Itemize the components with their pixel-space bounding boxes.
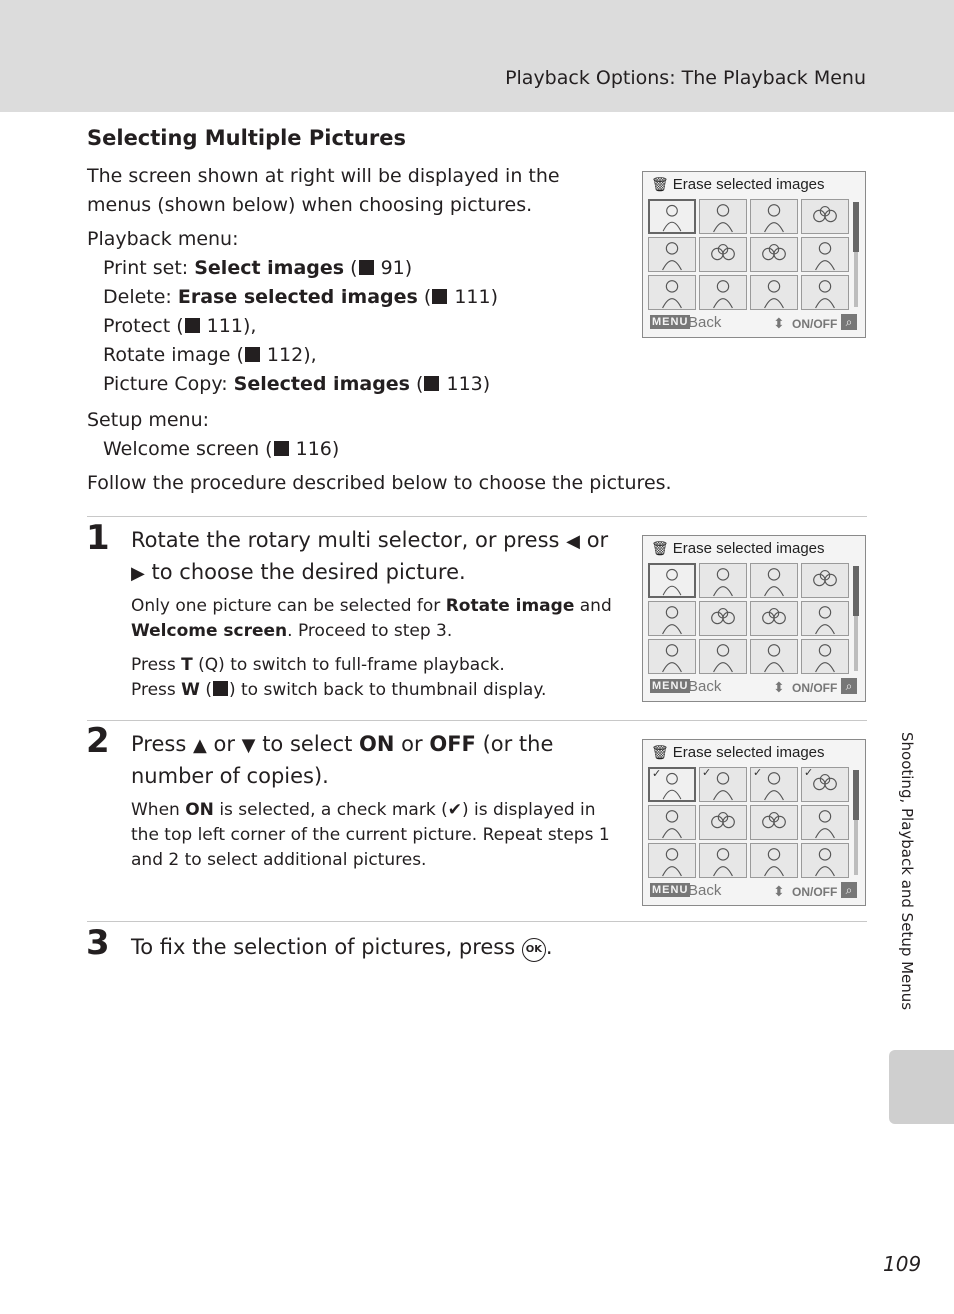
checkmark-icon: ✓: [652, 767, 662, 780]
thumbnail[interactable]: [699, 805, 747, 840]
header-title: Playback Options: The Playback Menu: [505, 67, 866, 89]
thumbnail[interactable]: [699, 563, 747, 598]
thumbnail-grid: [648, 199, 848, 311]
camera-screen-1: [642, 171, 866, 338]
reference-icon: [185, 318, 200, 333]
step-3-number: 3: [86, 923, 110, 963]
checkmark-icon: ✓: [753, 767, 763, 779]
onoff-label: ON/OFF: [792, 317, 838, 331]
welcome-item: Welcome screen ( 116): [103, 438, 340, 460]
rotate-item: Rotate image ( 112),: [103, 344, 317, 366]
screen-footer: [648, 314, 860, 334]
back-label: Back: [688, 882, 722, 899]
onoff-label: ON/OFF: [792, 885, 838, 899]
trash-icon: 🗑: [651, 176, 669, 192]
step-1-number: 1: [86, 518, 110, 558]
reference-icon: [245, 347, 260, 362]
step-2-note: When ON is selected, a check mark (✔) is displayed in the top left corner of the current picture. Repeat steps 1 and 2 to select additional pictures.: [131, 800, 610, 870]
thumbnail[interactable]: [648, 601, 696, 636]
onoff-label: ON/OFF: [792, 681, 838, 695]
thumbnail[interactable]: [801, 563, 849, 598]
thumbnail[interactable]: [699, 601, 747, 636]
step-1-heading: Rotate the rotary multi selector, or press ◀ or ▶ to choose the desired picture.: [131, 528, 609, 584]
divider: [87, 921, 867, 922]
thumbnail[interactable]: [750, 767, 798, 802]
thumbnail[interactable]: [750, 275, 798, 310]
checkmark-icon: ✔: [447, 800, 462, 820]
screen-title: 🗑 Erase selected images: [651, 176, 825, 193]
reference-icon: [274, 441, 289, 456]
intro-line-2: menus (shown below) when choosing pictures.: [87, 194, 533, 216]
menu-list: [87, 225, 627, 399]
up-down-arrow-icon: ⬍: [773, 883, 785, 899]
step-2-number: 2: [86, 721, 110, 761]
thumbnail[interactable]: [699, 843, 747, 878]
zoom-icon: ⌕: [841, 314, 857, 330]
menu-badge: MENU: [652, 316, 689, 328]
thumbnail[interactable]: [648, 237, 696, 272]
print-set-item: Print set: Select images ( 91): [103, 257, 413, 279]
thumbnail[interactable]: [750, 639, 798, 674]
thumbnail[interactable]: [648, 563, 696, 598]
thumbnail[interactable]: [750, 601, 798, 636]
setup-list: [87, 406, 627, 464]
scroll-thumb: [853, 202, 859, 252]
screen-title: 🗑 Erase selected images: [651, 540, 825, 557]
intro-paragraph: [87, 162, 627, 220]
step-1-zoom-note: Press T (Q) to switch to full-frame playback. Press W ( ) to switch back to thumbnail display.: [131, 655, 547, 700]
left-arrow-icon: ◀: [566, 531, 580, 552]
thumbnail[interactable]: [699, 275, 747, 310]
menu-badge: MENU: [652, 884, 689, 896]
protect-item: Protect ( 111),: [103, 315, 257, 337]
trash-icon: 🗑: [651, 744, 669, 760]
reference-icon: [424, 376, 439, 391]
setup-menu-label: Setup menu:: [87, 409, 210, 431]
camera-screen-2: [642, 535, 866, 702]
follow-text: Follow the procedure described below to choose the pictures.: [87, 472, 672, 494]
ok-button-icon: OK: [522, 938, 546, 962]
right-arrow-icon: ▶: [131, 563, 145, 584]
thumbnail[interactable]: [699, 237, 747, 272]
thumbnail[interactable]: [648, 767, 696, 802]
thumbnail[interactable]: [801, 767, 849, 802]
screen-footer: [648, 678, 860, 698]
checkmark-icon: ✓: [804, 767, 814, 779]
checkmark-icon: ✓: [702, 767, 712, 779]
thumbnail[interactable]: [801, 275, 849, 310]
back-label: Back: [688, 314, 722, 331]
scroll-thumb: [853, 566, 859, 616]
delete-item: Delete: Erase selected images ( 111): [103, 286, 498, 308]
thumbnail-grid: [648, 767, 848, 879]
down-arrow-icon: ▼: [241, 735, 256, 756]
up-arrow-icon: ▲: [192, 735, 207, 756]
step-1-note: Only one picture can be selected for Rotate image and Welcome screen. Proceed to step 3.: [131, 596, 612, 641]
copy-item: Picture Copy: Selected images ( 113): [103, 373, 491, 395]
thumbnail[interactable]: [750, 843, 798, 878]
thumbnail[interactable]: [801, 199, 849, 234]
step-2-heading: Press ▲ or ▼ to select ON or OFF (or the number of copies).: [131, 732, 554, 788]
thumbnail[interactable]: [648, 805, 696, 840]
scroll-thumb: [853, 770, 859, 820]
up-down-arrow-icon: ⬍: [773, 315, 785, 331]
step-3-heading: To fix the selection of pictures, press OK .: [131, 932, 731, 962]
section-title: Selecting Multiple Pictures: [87, 126, 406, 150]
thumbnail[interactable]: [648, 275, 696, 310]
reference-icon: [359, 260, 374, 275]
screen-footer: [648, 882, 860, 902]
zoom-icon: ⌕: [841, 678, 857, 694]
thumbnail[interactable]: [648, 639, 696, 674]
thumbnail[interactable]: [750, 237, 798, 272]
side-section-label: Shooting, Playback and Setup Menus: [898, 732, 916, 1011]
thumbnail[interactable]: [801, 805, 849, 840]
zoom-icon: ⌕: [841, 882, 857, 898]
thumbnail[interactable]: [750, 563, 798, 598]
playback-menu-label: Playback menu:: [87, 228, 239, 250]
thumbnail[interactable]: [801, 639, 849, 674]
screen-title: 🗑 Erase selected images: [651, 744, 825, 761]
side-tab: [889, 1050, 954, 1124]
thumbnail-grid: [648, 563, 848, 675]
thumbnail[interactable]: [699, 639, 747, 674]
page-header: [0, 0, 954, 112]
divider: [87, 720, 867, 721]
thumbnail[interactable]: [648, 199, 696, 234]
thumbnail[interactable]: [699, 767, 747, 802]
trash-icon: 🗑: [651, 540, 669, 556]
thumbnail[interactable]: [801, 843, 849, 878]
page-number: 109: [883, 1252, 922, 1276]
thumbnail[interactable]: [801, 237, 849, 272]
thumbnail[interactable]: [801, 601, 849, 636]
camera-screen-3: [642, 739, 866, 906]
thumbnail-icon: [213, 681, 228, 696]
menu-badge: MENU: [652, 680, 689, 692]
reference-icon: [432, 289, 447, 304]
intro-line-1: The screen shown at right will be displayed in the: [87, 165, 560, 187]
up-down-arrow-icon: ⬍: [773, 679, 785, 695]
thumbnail[interactable]: [648, 843, 696, 878]
thumbnail[interactable]: [699, 199, 747, 234]
back-label: Back: [688, 678, 722, 695]
divider: [87, 516, 867, 517]
thumbnail[interactable]: [750, 199, 798, 234]
thumbnail[interactable]: [750, 805, 798, 840]
